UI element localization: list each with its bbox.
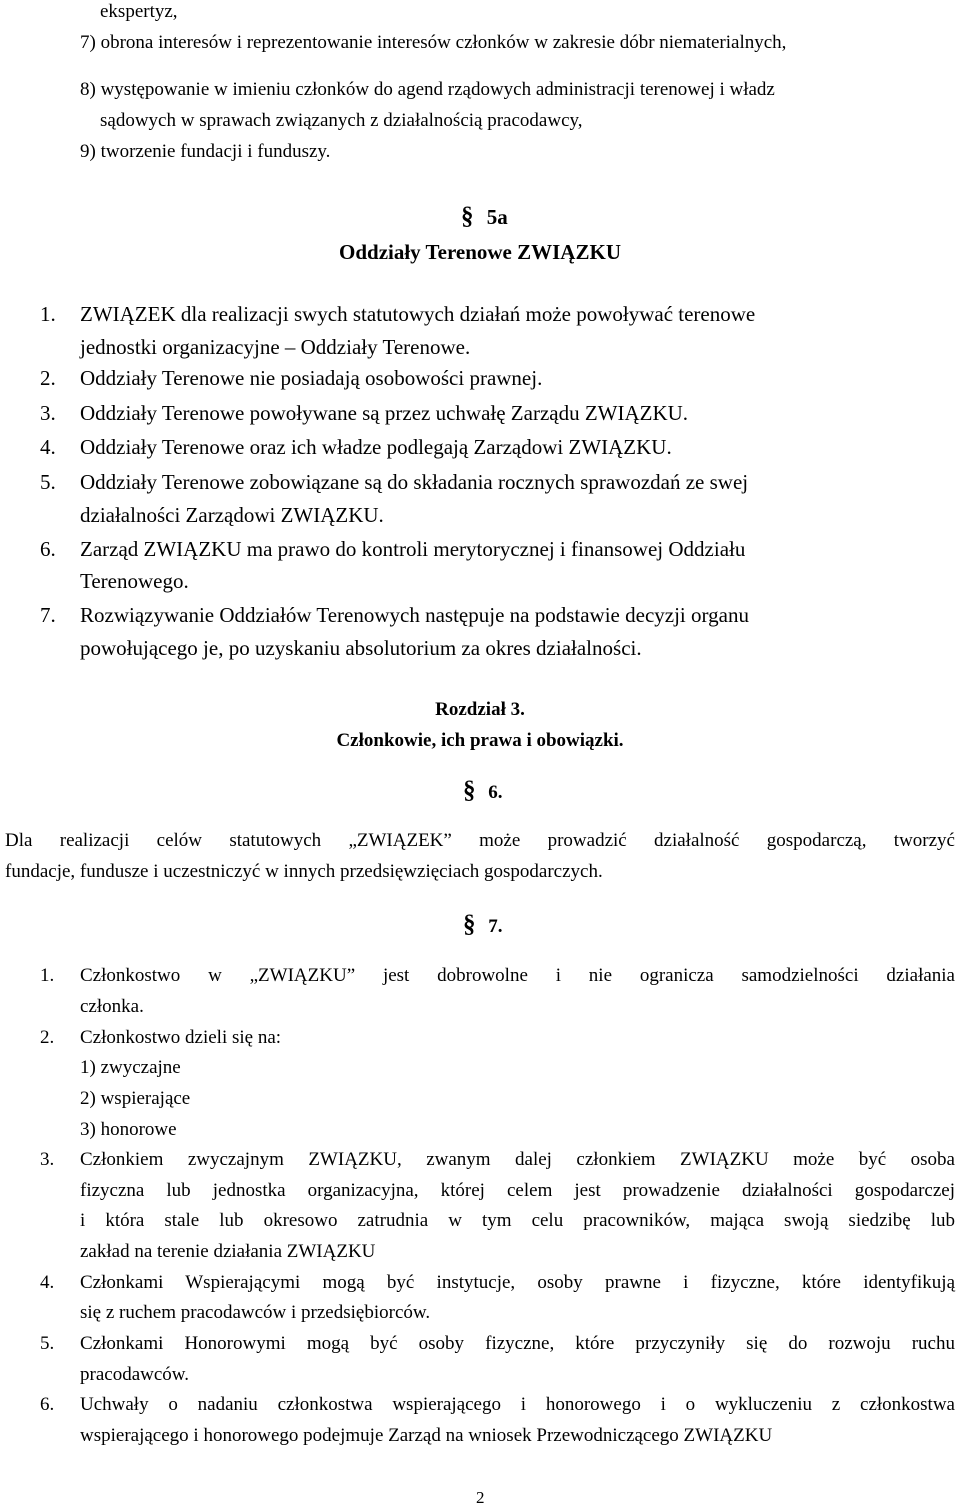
section-5a-item-7-line-1: Rozwiązywanie Oddziałów Terenowych następuje na podstawie decyzji organu bbox=[80, 603, 749, 627]
section-6-line-1: Dla realizacji celów statutowych „ZWIĄZEK” może prowadzić działalność gospodarczą, tworzyć bbox=[5, 830, 955, 851]
section-7-item-1-number: 1. bbox=[40, 965, 55, 986]
section-5a-number: 5a bbox=[486, 205, 508, 229]
section-5a-item-7-line-2: powołującego je, po uzyskaniu absolutorium za okres działalności. bbox=[80, 636, 642, 660]
section-7-item-5-line-2: pracodawców. bbox=[80, 1364, 190, 1385]
list-item-9: 9) tworzenie fundacji i funduszy. bbox=[80, 141, 331, 162]
section-7-item-2-subitem-2: 2) wspierające bbox=[80, 1088, 191, 1109]
section-6-number: 6. bbox=[488, 782, 503, 803]
section-5a-item-3-line-1: Oddziały Terenowe powoływane są przez uchwałę Zarządu ZWIĄZKU. bbox=[80, 401, 689, 425]
section-5a-item-5-line-2: działalności Zarządowi ZWIĄZKU. bbox=[80, 503, 384, 527]
section-7-item-1-line-1: Członkostwo w „ZWIĄZKU” jest dobrowolne i nie ogranicza samodzielności działania bbox=[80, 965, 955, 986]
section-5a-item-5-line-1: Oddziały Terenowe zobowiązane są do składania rocznych sprawozdań ze swej bbox=[80, 470, 749, 494]
section-7-item-2-line-1: Członkostwo dzieli się na: bbox=[80, 1027, 282, 1048]
page-number: 2 bbox=[476, 1488, 485, 1507]
section-5a-item-6-line-1: Zarząd ZWIĄZKU ma prawo do kontroli merytorycznej i finansowej Oddziału bbox=[80, 537, 746, 561]
section-5a-title: Oddziały Terenowe ZWIĄZKU bbox=[339, 240, 621, 264]
section-5a-item-6-number: 6. bbox=[40, 537, 56, 561]
paragraph-sign-icon: § bbox=[461, 203, 474, 230]
section-7-item-3-number: 3. bbox=[40, 1149, 55, 1170]
section-5a-item-4-line-1: Oddziały Terenowe oraz ich władze podlegają Zarządowi ZWIĄZKU. bbox=[80, 435, 672, 459]
section-7-item-6-line-1: Uchwały o nadaniu członkostwa wspierającego i honorowego i o wykluczeniu z członkostwa bbox=[80, 1394, 955, 1415]
section-7-item-3-line-1: Członkiem zwyczajnym ZWIĄZKU, zwanym dalej członkiem ZWIĄZKU może być osoba bbox=[80, 1149, 955, 1170]
paragraph-sign-icon: § bbox=[463, 777, 476, 804]
section-7-item-1-line-2: członka. bbox=[80, 996, 144, 1017]
section-7-item-5-line-1: Członkami Honorowymi mogą być osoby fizyczne, które przyczyniły się do rozwoju ruchu bbox=[80, 1333, 955, 1354]
section-7-item-4-line-2: się z ruchem pracodawców i przedsiębiorców. bbox=[80, 1302, 431, 1323]
section-7-item-3-line-4: zakład na terenie działania ZWIĄZKU bbox=[80, 1241, 376, 1262]
section-5a-item-5-number: 5. bbox=[40, 470, 56, 494]
section-5a-item-4-number: 4. bbox=[40, 435, 56, 459]
section-5a-heading bbox=[461, 205, 508, 229]
section-7-item-3-line-2: fizyczna lub jednostka organizacyjna, której celem jest prowadzenie działalności gospodarczej bbox=[80, 1180, 955, 1201]
section-5a-item-1-line-1: ZWIĄZEK dla realizacji swych statutowych działań może powoływać terenowe bbox=[80, 302, 756, 326]
list-item-8-line-2: sądowych w sprawach związanych z działalnością pracodawcy, bbox=[100, 110, 583, 131]
section-7-item-3-line-3: i która stale lub okresowo zatrudnia w tym celu pracowników, mająca swoją siedzibę lub bbox=[80, 1210, 955, 1231]
section-6-line-2: fundacje, fundusze i uczestniczyć w innych przedsięwzięciach gospodarczych. bbox=[5, 861, 603, 882]
section-5a-item-1-number: 1. bbox=[40, 302, 56, 326]
section-5a-item-3-number: 3. bbox=[40, 401, 56, 425]
section-7-item-5-number: 5. bbox=[40, 1333, 55, 1354]
section-7-item-6-line-2: wspierającego i honorowego podejmuje Zarząd na wniosek Przewodniczącego ZWIĄZKU bbox=[80, 1425, 773, 1446]
section-7-item-2-subitem-1: 1) zwyczajne bbox=[80, 1057, 181, 1078]
section-7-item-4-line-1: Członkami Wspierającymi mogą być instytucje, osoby prawne i fizyczne, które identyfikują bbox=[80, 1272, 955, 1293]
section-5a-item-6-line-2: Terenowego. bbox=[80, 569, 189, 593]
section-7-heading bbox=[463, 913, 503, 939]
section-6-heading bbox=[463, 779, 503, 805]
section-7-item-6-number: 6. bbox=[40, 1394, 55, 1415]
section-7-item-2-number: 2. bbox=[40, 1027, 55, 1048]
section-5a-item-2-number: 2. bbox=[40, 366, 56, 390]
section-7-item-4-number: 4. bbox=[40, 1272, 55, 1293]
section-5a-item-7-number: 7. bbox=[40, 603, 56, 627]
section-7-number: 7. bbox=[488, 916, 503, 937]
section-5a-item-2-line-1: Oddziały Terenowe nie posiadają osobowości prawnej. bbox=[80, 366, 543, 390]
section-5a-item-1-line-2: jednostki organizacyjne – Oddziały Terenowe. bbox=[80, 335, 471, 359]
chapter-heading: Rozdział 3. bbox=[435, 699, 525, 720]
section-7-item-2-subitem-3: 3) honorowe bbox=[80, 1119, 177, 1140]
list-item-7: 7) obrona interesów i reprezentowanie interesów członków w zakresie dóbr niematerialnych, bbox=[80, 32, 787, 53]
chapter-subheading: Członkowie, ich prawa i obowiązki. bbox=[336, 730, 624, 751]
list-item-8-line-1: 8) występowanie w imieniu członków do agend rządowych administracji terenowej i władz bbox=[80, 79, 775, 100]
list-item-6-continuation: ekspertyz, bbox=[100, 1, 178, 22]
paragraph-sign-icon: § bbox=[463, 911, 476, 938]
